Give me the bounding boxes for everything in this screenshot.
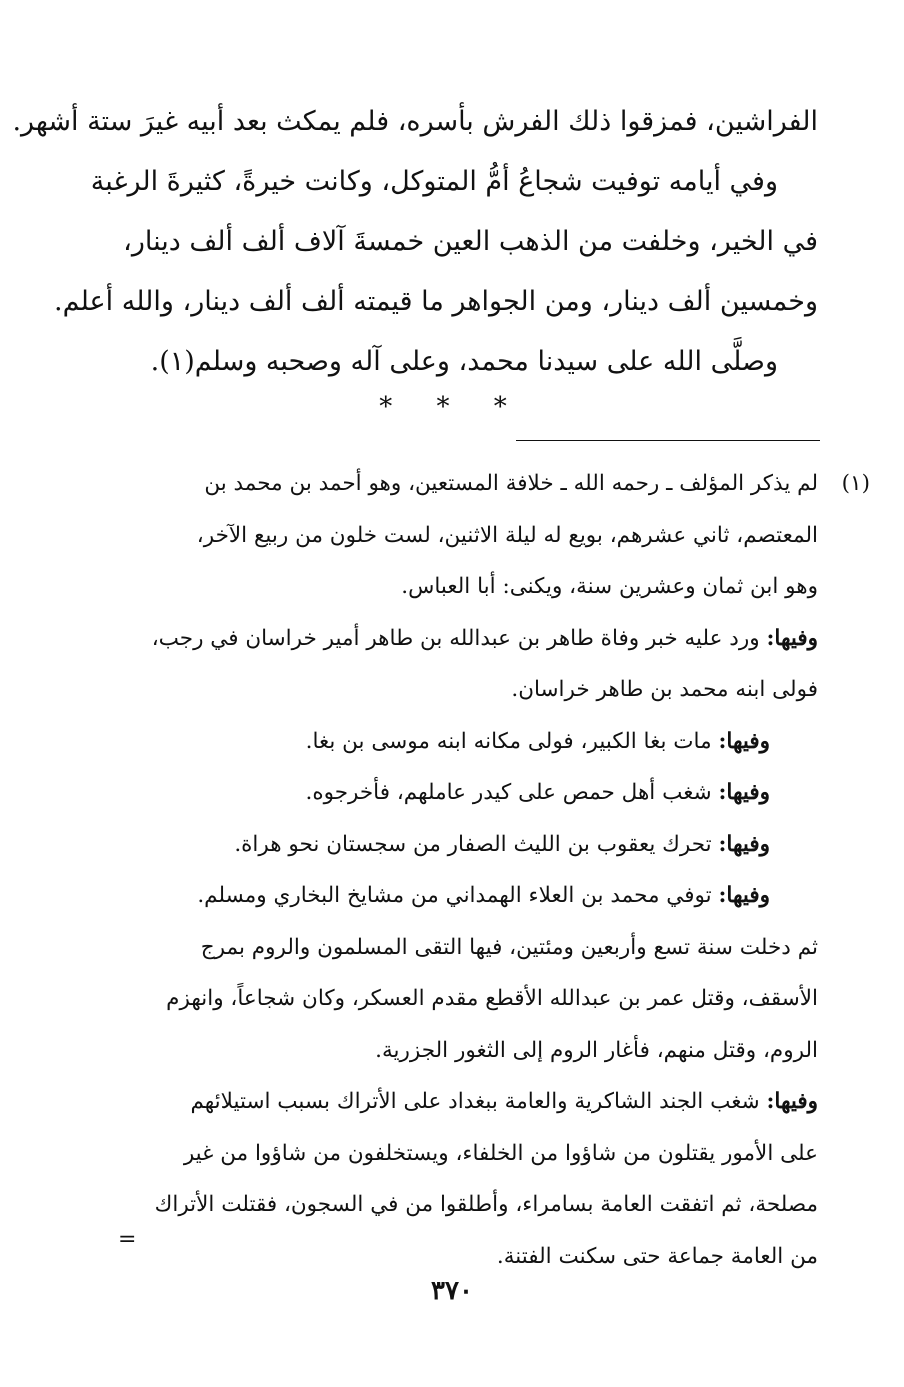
item-label: وفيها: xyxy=(766,625,818,651)
footnote-line: من العامة جماعة حتى سكنت الفتنة. xyxy=(496,1243,818,1269)
main-line: في الخير، وخلفت من الذهب العين خمسةَ آلاف ألف ألف دينار، xyxy=(123,226,818,257)
footnote-item xyxy=(98,767,818,819)
footnote-line: الأسقف، وقتل عمر بن عبدالله الأقطع مقدم العسكر، وكان شجاعاً، وانهزم xyxy=(166,986,818,1011)
page-number: ٣٧٠ xyxy=(431,1276,473,1306)
item-label: وفيها: xyxy=(718,831,770,857)
item-label: وفيها: xyxy=(718,883,770,908)
footnote-line: مصلحة، ثم اتفقت العامة بسامراء، وأطلقوا من في السجون، فقتلت الأتراك xyxy=(154,1192,818,1217)
footnote-item xyxy=(98,613,818,665)
item-label: وفيها: xyxy=(718,780,770,805)
footnote-line: الروم، وقتل منهم، فأغار الروم إلى الثغور الجزرية. xyxy=(375,1037,818,1063)
item-text: مات بغا الكبير، فولى مكانه ابنه موسى بن بغا. xyxy=(305,728,712,754)
footnote-line: فولى ابنه محمد بن طاهر خراسان. xyxy=(511,677,818,702)
footnote-line: وهو ابن ثمان وعشرين سنة، ويكنى: أبا العباس. xyxy=(401,574,818,599)
main-line: وصلَّى الله على سيدنا محمد، وعلى آله وصحبه وسلم(١). xyxy=(150,346,778,377)
continuation-mark: = xyxy=(118,1227,137,1252)
main-line: الفراشين، فمزقوا ذلك الفرش بأسره، فلم يمكث بعد أبيه غيرَ ستة أشهر. xyxy=(12,106,818,137)
main-text xyxy=(12,92,818,392)
footnote-line: على الأمور يقتلون من شاؤوا من الخلفاء، ويستخلفون من شاؤوا من غير xyxy=(183,1140,818,1166)
footnote-text: لم يذكر المؤلف ـ رحمه الله ـ خلافة المستعين، وهو أحمد بن محمد بن xyxy=(204,471,818,496)
footnote-item xyxy=(98,716,818,768)
footnote-item xyxy=(98,1076,818,1128)
footnote-line: المعتصم، ثاني عشرهم، بويع له ليلة الاثنين، لست خلون من ربيع الآخر، xyxy=(196,522,818,548)
footnote-line xyxy=(98,458,870,510)
item-text: تحرك يعقوب بن الليث الصفار من سجستان نحو هراة. xyxy=(234,831,712,857)
footnote-item xyxy=(98,819,818,871)
footnote-rule xyxy=(516,440,820,441)
footnotes xyxy=(98,458,870,1282)
main-line: وفي أيامه توفيت شجاعُ أمُّ المتوكل، وكانت خيرةً، كثيرةَ الرغبة xyxy=(90,166,778,197)
item-label: وفيها: xyxy=(718,728,770,754)
section-separator: * * * xyxy=(379,392,525,422)
item-text: توفي محمد بن العلاء الهمداني من مشايخ البخاري ومسلم. xyxy=(197,883,712,908)
item-text: ورد عليه خبر وفاة طاهر بن عبدالله بن طاهر أمير خراسان في رجب، xyxy=(151,625,760,651)
footnote-item xyxy=(98,870,818,922)
item-text: شغب الجند الشاكرية والعامة ببغداد على الأتراك بسبب استيلائهم xyxy=(190,1089,760,1114)
footnote-line: ثم دخلت سنة تسع وأربعين ومئتين، فيها التقى المسلمون والروم بمرج xyxy=(200,934,818,960)
main-line: وخمسين ألف دينار، ومن الجواهر ما قيمته ألف ألف دينار، والله أعلم. xyxy=(54,286,818,317)
item-text: شغب أهل حمص على كيدر عاملهم، فأخرجوه. xyxy=(305,780,712,805)
item-label: وفيها: xyxy=(766,1089,818,1114)
footnote-marker: (١) xyxy=(841,471,870,496)
